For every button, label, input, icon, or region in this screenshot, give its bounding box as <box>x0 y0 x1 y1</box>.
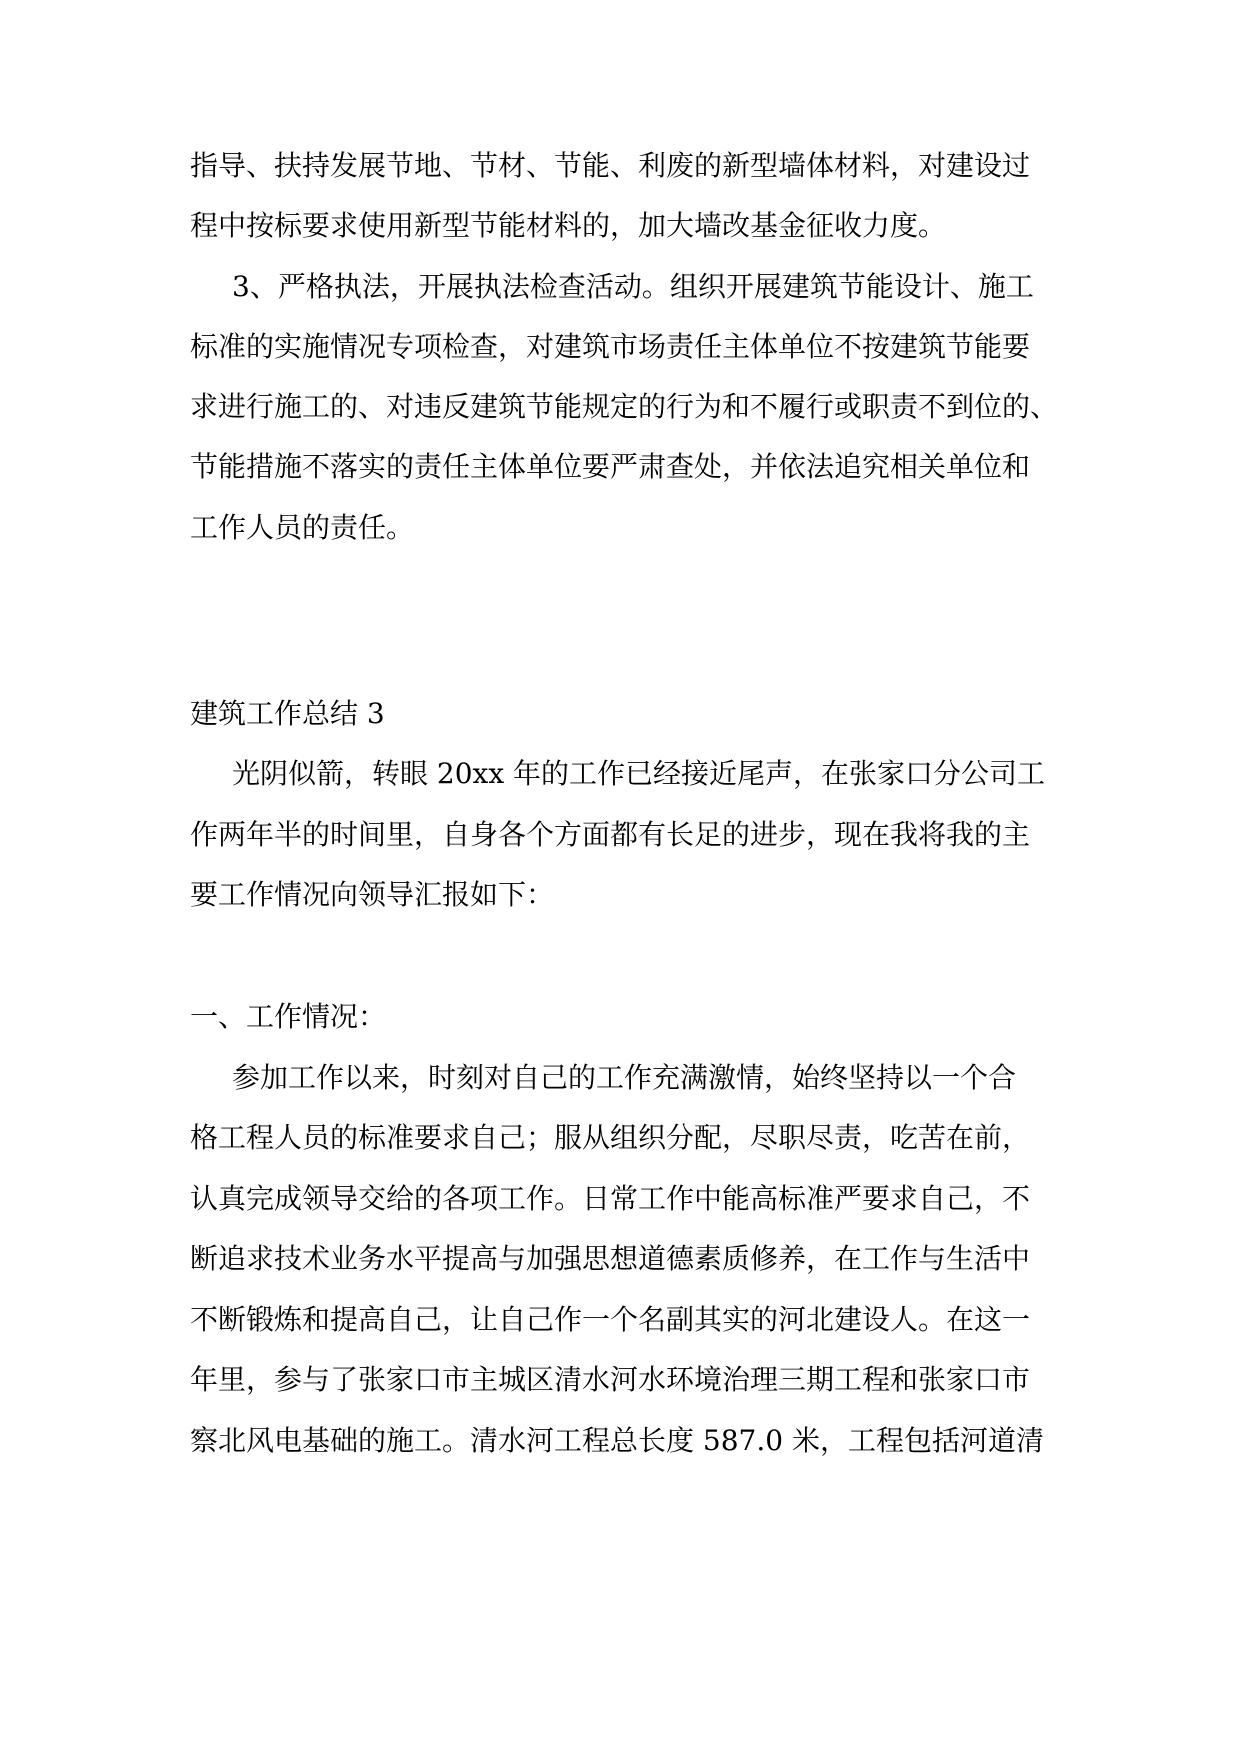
paragraph-line: 指导、扶持发展节地、节材、节能、利废的新型墙体材料，对建设过 <box>190 149 1031 182</box>
paragraph-line: 程中按标要求使用新型节能材料的，加大墙改基金征收力度。 <box>190 209 947 242</box>
paragraph-line: 节能措施不落实的责任主体单位要严肃查处，并依法追究相关单位和 <box>190 450 1031 483</box>
paragraph-line: 要工作情况向领导汇报如下： <box>190 878 555 911</box>
paragraph-line: 光阴似箭，转眼 20xx 年的工作已经接近尾声，在张家口分公司工 <box>232 757 1046 790</box>
paragraph-line: 不断锻炼和提高自己，让自己作一个名副其实的河北建设人。在这一 <box>190 1303 1031 1336</box>
paragraph-line: 工作人员的责任。 <box>190 511 415 544</box>
paragraph-line: 格工程人员的标准要求自己；服从组织分配，尽职尽责，吃苦在前， <box>190 1121 1031 1154</box>
paragraph-line: 标准的实施情况专项检查，对建筑市场责任主体单位不按建筑节能要 <box>190 330 1031 363</box>
paragraph-line: 年里，参与了张家口市主城区清水河水环境治理三期工程和张家口市 <box>190 1363 1031 1396</box>
section-title: 建筑工作总结 3 <box>190 697 385 730</box>
paragraph-line: 3、严格执法，开展执法检查活动。组织开展建筑节能设计、施工 <box>232 270 1034 303</box>
paragraph-line: 参加工作以来，时刻对自己的工作充满激情，始终坚持以一个合 <box>232 1061 1017 1094</box>
paragraph-line: 察北风电基础的施工。清水河工程总长度 587.0 米，工程包括河道清 <box>190 1424 1044 1457</box>
paragraph-line: 作两年半的时间里，自身各个方面都有长足的进步，现在我将我的主 <box>190 818 1031 851</box>
paragraph-line: 求进行施工的、对违反建筑节能规定的行为和不履行或职责不到位的、 <box>190 390 1059 423</box>
section-heading: 一、工作情况： <box>190 1000 387 1033</box>
paragraph-line: 认真完成领导交给的各项工作。日常工作中能高标准严要求自己，不 <box>190 1182 1031 1215</box>
paragraph-line: 断追求技术业务水平提高与加强思想道德素质修养，在工作与生活中 <box>190 1242 1031 1275</box>
